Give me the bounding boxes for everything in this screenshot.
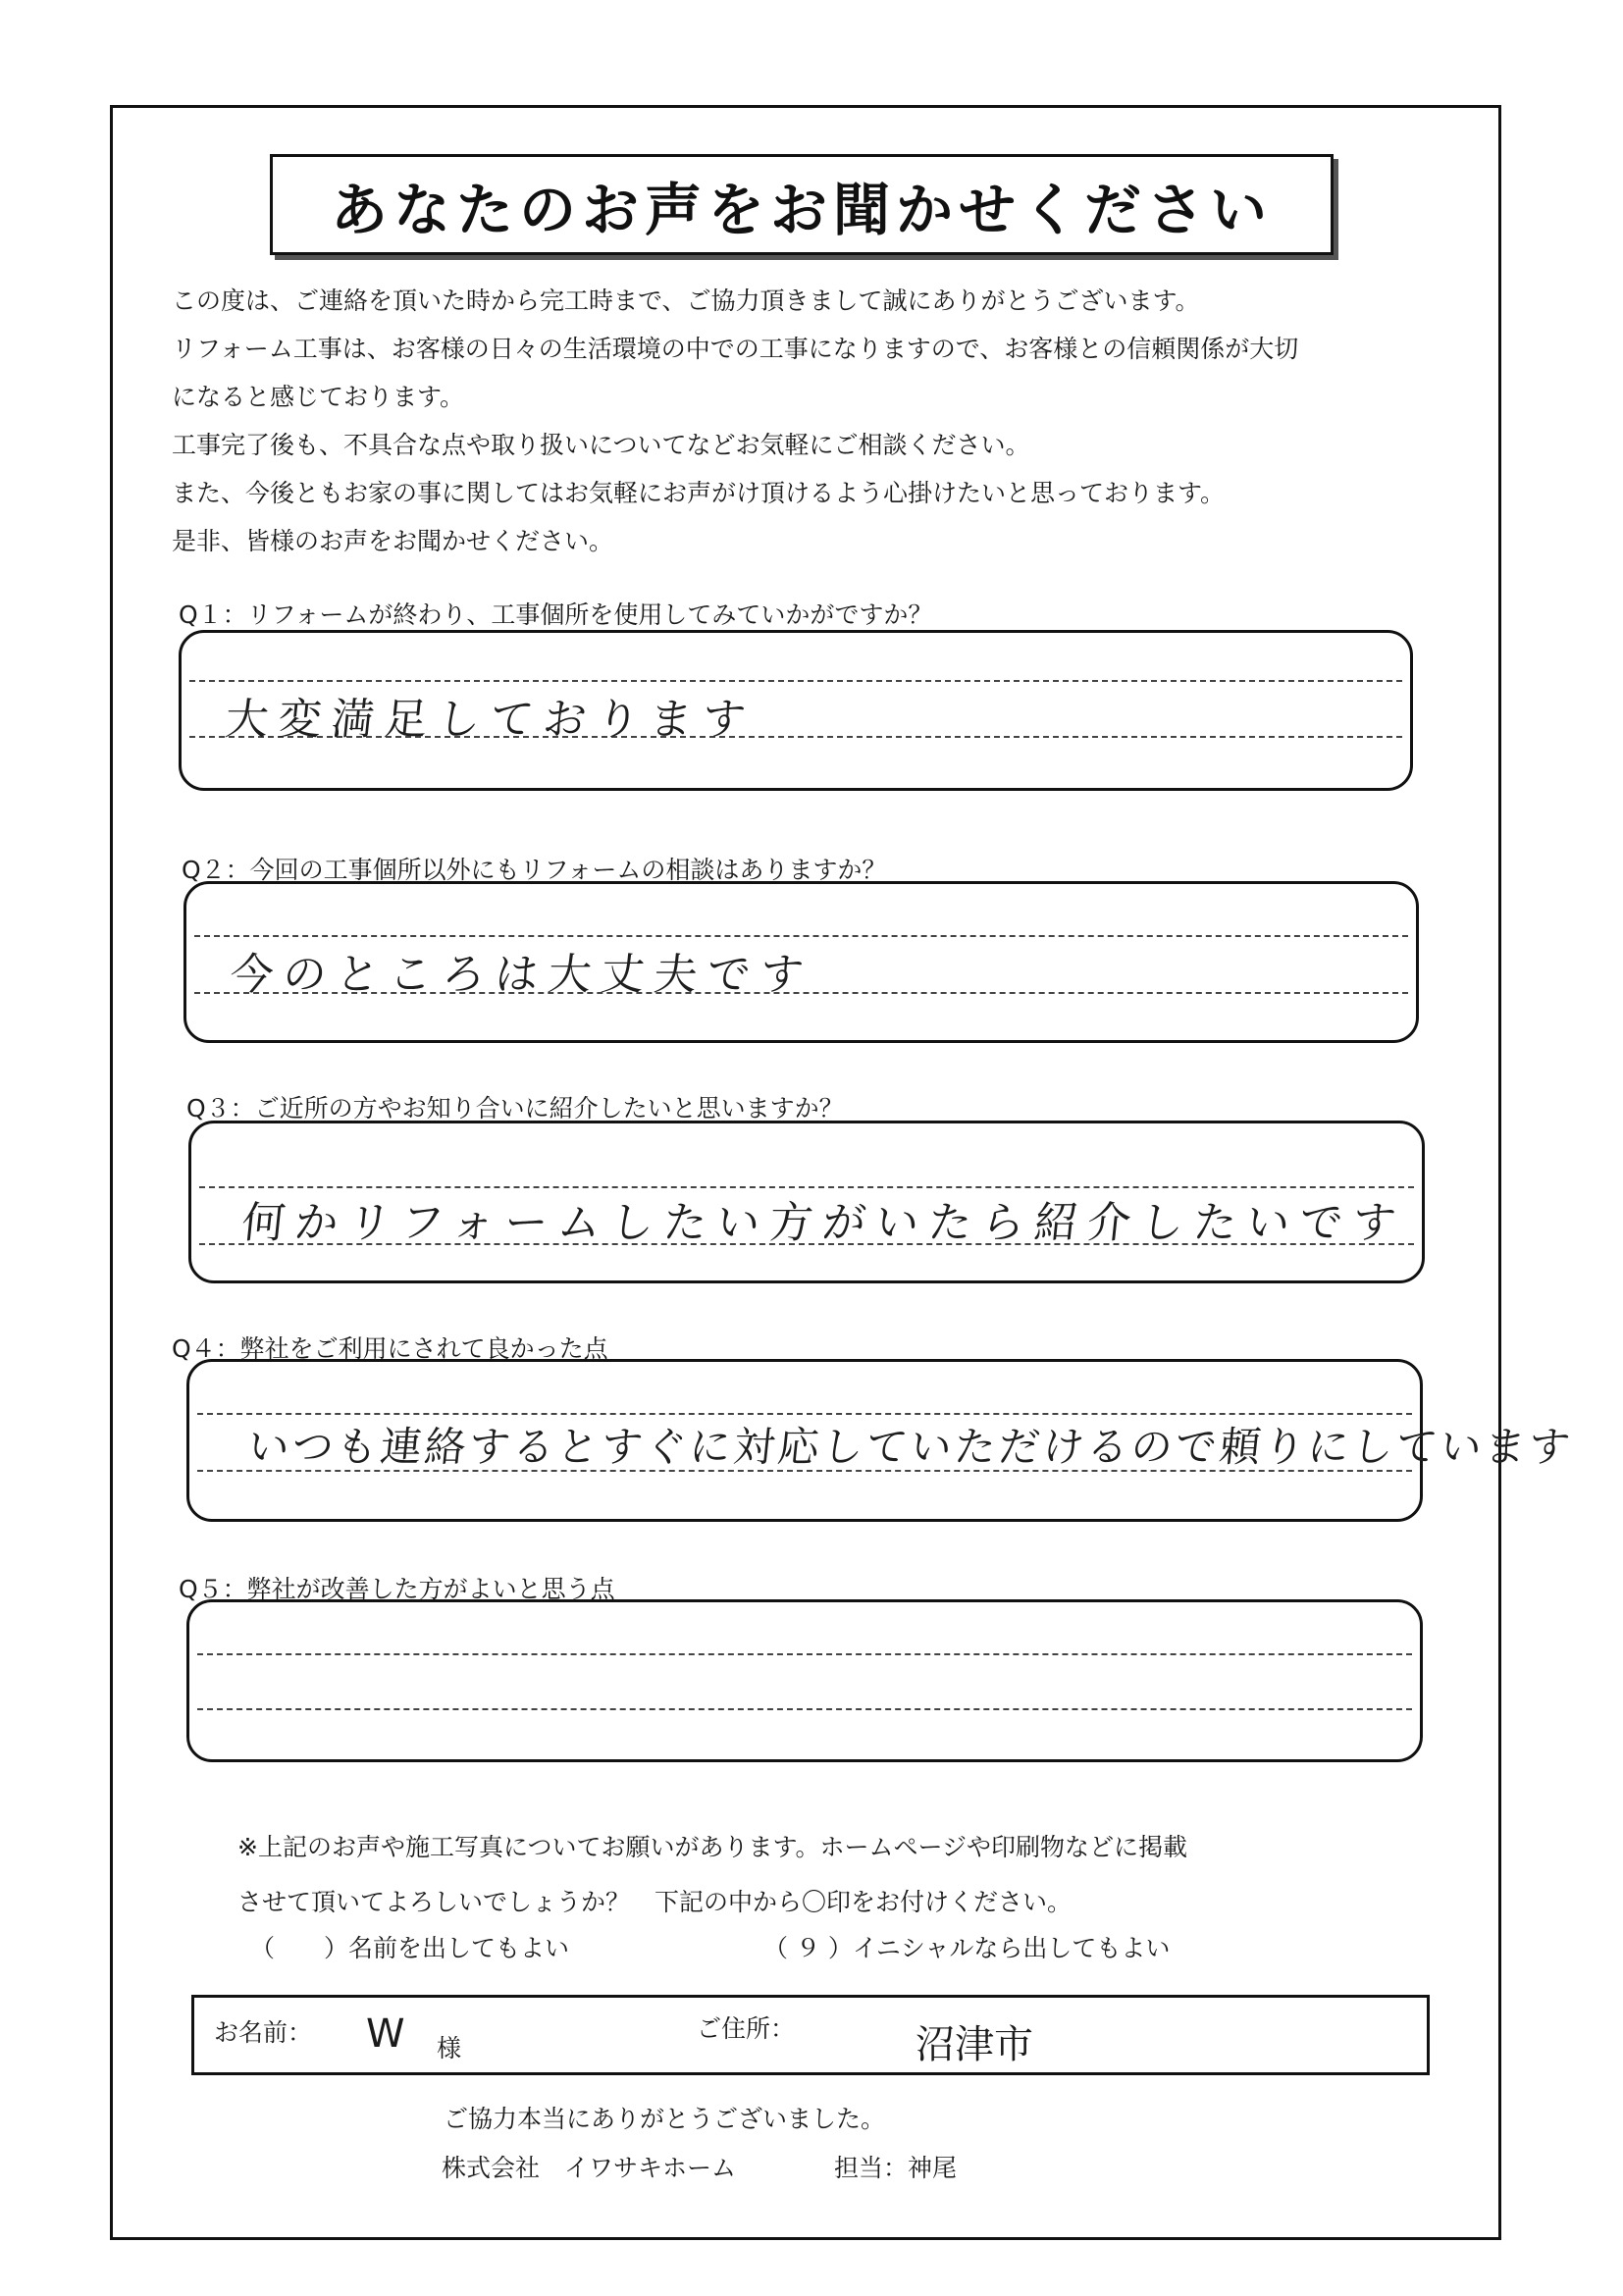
question-1-label: Q１：リフォームが終わり、工事個所を使用してみていかがですか？ — [179, 600, 933, 629]
staff-name: 担当：神尾 — [834, 2154, 958, 2182]
publication-notice — [237, 1820, 1415, 1930]
page-title: あなたのお声をお聞かせください — [330, 176, 1273, 243]
answer-2-text: 今のところは大丈夫です — [227, 950, 816, 1000]
thanks-text: ご協力本当にありがとうございました。 — [444, 2105, 886, 2133]
intro-line: 工事完了後も、不具合な点や取り扱いについてなどお気軽にご相談ください。 — [172, 431, 1030, 459]
question-4-label: Q４：弊社をご利用にされて良かった点 — [172, 1334, 608, 1363]
name-value: W — [366, 2011, 405, 2057]
notice-line: させて頂いてよろしいでしょうか？ 下記の中から〇印をお付けください。 — [237, 1888, 1073, 1916]
question-3-label: Q３：ご近所の方やお知り合いに紹介したいと思いますか？ — [186, 1094, 844, 1122]
company-name: 株式会社 イワサキホーム — [442, 2154, 737, 2182]
option-name-consent[interactable]: （ ）名前を出してもよい — [250, 1934, 570, 1962]
answer-box-2[interactable] — [183, 881, 1419, 1043]
question-2-label: Q２：今回の工事個所以外にもリフォームの相談はありますか？ — [182, 856, 887, 884]
intro-line: になると感じております。 — [172, 383, 465, 411]
title-box — [270, 154, 1334, 255]
answer-4-text: いつも連絡するとすぐに対応していただけるので頼りにしています — [245, 1423, 1576, 1471]
answer-box-5[interactable] — [186, 1599, 1423, 1762]
intro-paragraph — [172, 277, 1388, 565]
option-initial-consent[interactable]: （ ９ ）イニシャルなら出してもよい — [763, 1934, 1171, 1962]
dashed-rule — [189, 680, 1402, 682]
answer-1-text: 大変満足しております — [222, 695, 759, 745]
answer-box-1[interactable] — [179, 630, 1413, 791]
answer-box-3[interactable] — [188, 1121, 1425, 1283]
address-value: 沼津市 — [916, 2022, 1033, 2067]
question-5-label: Q５：弊社が改善した方がよいと思う点 — [179, 1575, 615, 1603]
dashed-rule — [197, 1708, 1412, 1710]
intro-line: リフォーム工事は、お客様の日々の生活環境の中での工事になりますので、お客様との信頼関係が大切 — [172, 335, 1299, 363]
intro-line: この度は、ご連絡を頂いた時から完工時まで、ご協力頂きまして誠にありがとうございます。 — [172, 287, 1200, 315]
intro-line: また、今後ともお家の事に関してはお気軽にお声がけ頂けるよう心掛けたいと思っております。 — [172, 479, 1226, 507]
dashed-rule — [194, 935, 1408, 937]
notice-line: ※上記のお声や施工写真についてお願いがあります。ホームページや印刷物などに掲載 — [237, 1833, 1187, 1861]
dashed-rule — [197, 1653, 1412, 1655]
customer-info-box — [191, 1995, 1430, 2075]
name-label: お名前： — [214, 2018, 313, 2047]
honorific: 様 — [437, 2034, 462, 2062]
answer-box-4[interactable] — [186, 1359, 1576, 1522]
address-label: ご住所： — [697, 2014, 796, 2043]
intro-line: 是非、皆様のお声をお聞かせください。 — [172, 527, 614, 555]
answer-3-text: 何かリフォームしたい方がいたら紹介したいです — [238, 1198, 1409, 1248]
